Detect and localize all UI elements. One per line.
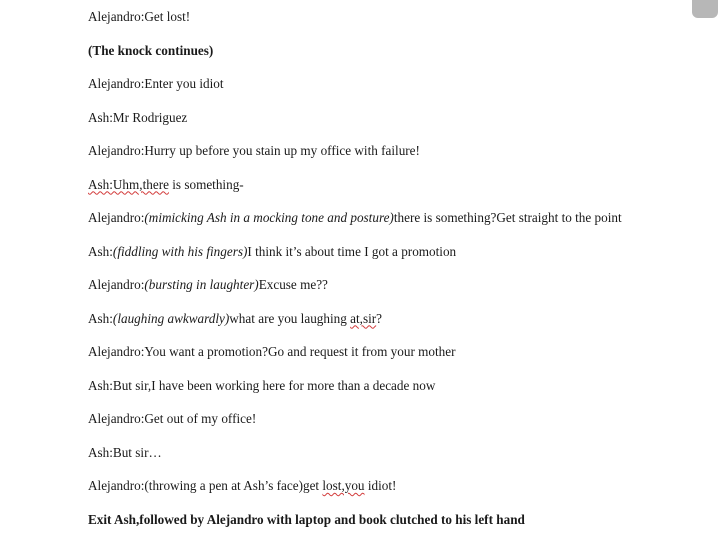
- speaker-name: Alejandro:: [88, 210, 145, 225]
- stage-direction: (The knock continues): [88, 42, 214, 58]
- dialogue-line: [88, 209, 648, 226]
- dialogue-text: Get out of my office!: [144, 411, 257, 426]
- speaker-name: Ash:: [88, 444, 113, 460]
- action-direction: (fiddling with his fingers): [112, 243, 248, 259]
- dialogue-line: [88, 444, 648, 461]
- dialogue-line: [88, 109, 648, 126]
- speaker-name: Alejandro:: [88, 143, 145, 158]
- dialogue-line: [88, 276, 648, 293]
- speaker-name: Alejandro:: [88, 277, 145, 292]
- dialogue-line: [88, 410, 648, 427]
- dialogue-text: Hurry up before you stain up my office with failure!: [144, 143, 420, 158]
- speaker-name: Ash:: [88, 377, 113, 393]
- action-direction: (mimicking Ash in a mocking tone and posture): [144, 210, 394, 225]
- dialogue-text: Enter you idiot: [144, 76, 224, 91]
- dialogue-text: I think it’s about time I got a promotion: [247, 243, 457, 259]
- dialogue-line: [88, 176, 648, 193]
- speaker-name: Alejandro:: [88, 76, 145, 91]
- dialogue-text: is something-: [168, 176, 244, 192]
- spellcheck-flagged-text[interactable]: Ash:Uhm,there: [88, 176, 169, 192]
- dialogue-line: [88, 343, 648, 360]
- dialogue-line: [88, 377, 648, 394]
- speaker-name: Alejandro:: [88, 344, 145, 359]
- speaker-name: Alejandro:: [88, 9, 145, 24]
- dialogue-line: [88, 142, 648, 159]
- spellcheck-flagged-text[interactable]: lost,you: [322, 478, 365, 493]
- action-direction: (bursting in laughter): [144, 277, 259, 292]
- speaker-name: Alejandro:: [88, 478, 145, 493]
- scroll-handle[interactable]: [692, 0, 718, 18]
- dialogue-line: [88, 243, 648, 260]
- speaker-name: Ash:: [88, 310, 113, 326]
- dialogue-text: Excuse me??: [258, 277, 328, 292]
- dialogue-text: Get lost!: [144, 9, 191, 24]
- action-direction: (laughing awkwardly): [112, 310, 230, 326]
- script-text: [88, 8, 648, 540]
- dialogue-text: idiot!: [364, 478, 397, 493]
- dialogue-text: (throwing a pen at Ash’s face)get: [144, 478, 323, 493]
- speaker-name: Ash:: [88, 109, 113, 125]
- dialogue-text: Mr Rodriguez: [112, 109, 188, 125]
- dialogue-text: ?: [376, 310, 383, 326]
- spellcheck-flagged-text[interactable]: at,sir: [350, 310, 377, 326]
- speaker-name: Ash:: [88, 243, 113, 259]
- dialogue-text: But sir…: [112, 444, 162, 460]
- dialogue-line: [88, 477, 648, 494]
- dialogue-text: what are you laughing: [229, 310, 351, 326]
- dialogue-line: [88, 310, 648, 327]
- dialogue-line: [88, 8, 648, 25]
- speaker-name: Alejandro:: [88, 411, 145, 426]
- dialogue-line: [88, 75, 648, 92]
- dialogue-text: You want a promotion?Go and request it from your mother: [144, 344, 456, 359]
- stage-direction: Exit Ash,followed by Alejandro with laptop and book clutched to his left hand: [88, 511, 525, 527]
- dialogue-text: But sir,I have been working here for more than a decade now: [112, 377, 436, 393]
- dialogue-text: there is something?Get straight to the point: [393, 210, 622, 225]
